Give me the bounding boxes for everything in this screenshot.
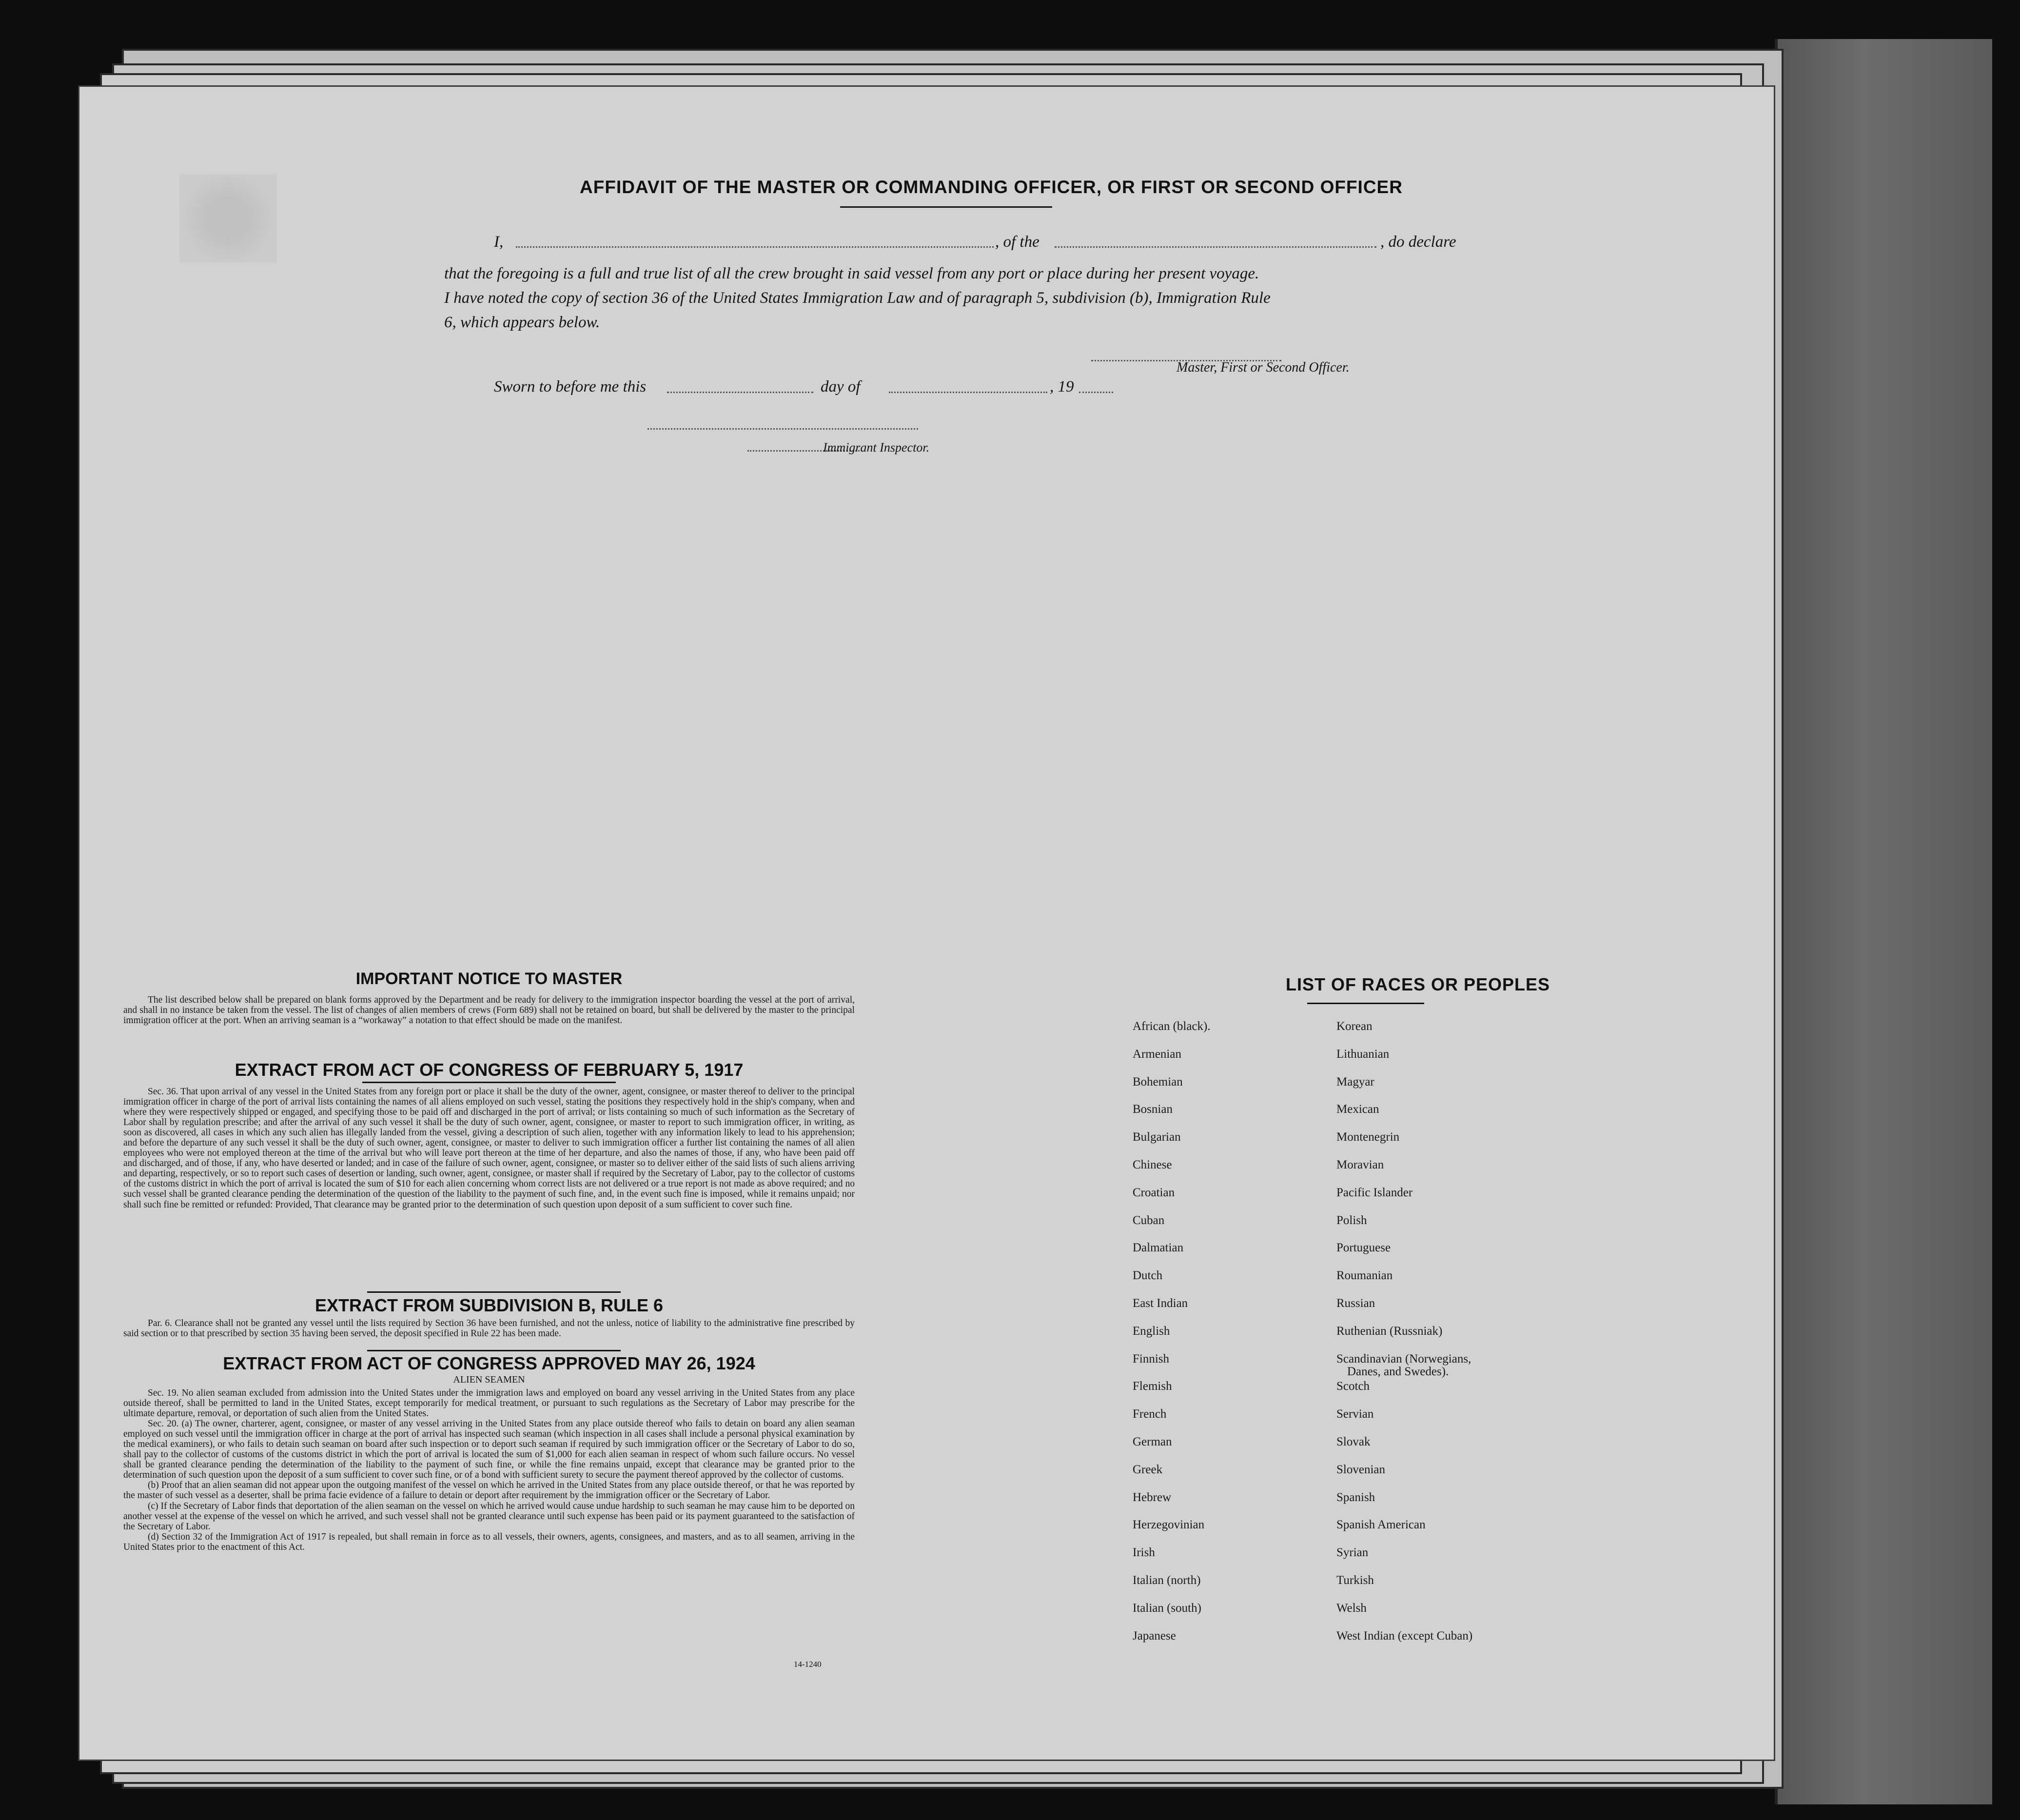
inspector-label: Immigrant Inspector. [823,440,930,455]
faded-stamp [179,175,277,262]
sec20d-text: (d) Section 32 of the Immigration Act of 1917 is repealed, but shall remain in force as to all vessels, their owners, agents, consignees, and masters, and as to all seamen, arriving in the United States prior to the enactment of this Act. [123,1531,855,1552]
sec20b-text: (b) Proof that an alien seaman did not appear upon the outgoing manifest of the vessel on which he arrived in the United States from any place outside thereof, or that he was reported by the master of such vessel as a deserter, shall be prima facie evidence of a failure to detain or deport after requirement by the immigration officer or the Secretary of Labor. [123,1480,855,1501]
race-item: Pacific Islander [1336,1186,1413,1199]
extract-1924-body [123,1388,855,1552]
race-item: Finnish [1133,1352,1170,1365]
race-item: Servian [1336,1407,1374,1421]
extract-1924-title: EXTRACT FROM ACT OF CONGRESS APPROVED MAY 26, 1924 [223,1353,755,1373]
race-item: Russian [1336,1297,1375,1310]
extract-1924-subtitle: ALIEN SEAMEN [453,1374,525,1385]
race-item: Roumanian [1336,1269,1393,1283]
race-item: Japanese [1133,1629,1176,1642]
form-number: 14-1240 [794,1660,822,1669]
declare-end: , do declare [1380,233,1456,251]
race-item: Croatian [1133,1186,1175,1199]
declaration-line4: 6, which appears below. [444,314,600,331]
race-item: French [1133,1407,1167,1421]
race-item: Scotch [1336,1380,1370,1393]
race-item: Portuguese [1336,1241,1391,1255]
race-item: German [1133,1435,1172,1448]
race-item: Scandinavian (Norwegians, [1336,1352,1471,1365]
race-item: Bulgarian [1133,1130,1181,1144]
affidavit-title: AFFIDAVIT OF THE MASTER OR COMMANDING OFFICER, OR FIRST OR SECOND OFFICER [580,177,1403,197]
declaration-line3: I have noted the copy of section 36 of the United States Immigration Law and of paragraph 5, subdivision (b), Immigration Rule [444,289,1271,307]
race-item: Greek [1133,1463,1163,1476]
sworn-prefix: Sworn to before me this [494,378,647,396]
section-36-text: Sec. 36. That upon arrival of any vessel in the United States from any foreign port or place it shall be the duty of the owner, agent, consignee, or master thereof to deliver to the principal immigration officer in charge of the port of arrival lists containing the names of all aliens employed on such vessel, stating the positions they respectively hold in the ship's company, when and where they were respectively shipped or engaged, and specifying those to be paid off and discharged in the port of arrival; or lists containing so much of such information as the Secretary of Labor shall by regulation prescribe; and after the arrival of any such vessel it shall be the duty of such owner, agent, consignee, or master to report to such immigration officer, in writing, as soon as discovered, all cases in which any such alien has illegally landed from the vessel, giving a description of such alien, together with any information likely to lead to his apprehension; and before the departure of any such vessel it shall be the duty of such owner, agent, consignee, or master to deliver to such immigration officer a further list containing the names of all alien employees who were not employed thereon at the time of the arrival but who will leave port thereon at the time of her departure, and also the names of those, if any, who have been paid off and discharged, and of those, if any, who have deserted or landed; and in case of the failure of such owner, agent, consignee, or master so to deliver either of the said lists of such aliens arriving and departing, respectively, or so to report such cases of desertion or landing, such owner, agent, consignee, or master shall if required by the Secretary of Labor, pay to the collector of customs of the customs district in which the port of arrival is located the sum of $10 for each alien concerning whom correct lists are not delivered or a true report is not made as above required; and no such vessel shall be granted clearance pending the determination of the question of the liability to the payment of such fine, and, in the event such fine is imposed, while it remains unpaid; nor shall such fine be remitted or refunded: Provided, That clearance may be granted prior to the determination of such question upon deposit of a sum sufficient to cover such fine. [123,1087,855,1210]
race-scandinavian-cont: Danes, and Swedes). [1347,1365,1449,1378]
sec20c-text: (c) If the Secretary of Labor finds that deportation of the alien seaman on the vessel on which he arrived would cause undue hardship to such seaman he may cause him to be deported on another vessel at the expense of the vessel on which he arrived, and such vessel shall not be granted clearance until such expense has been paid or its payment guaranteed to the satisfaction of the Secretary of Labor. [123,1501,855,1532]
race-item: Moravian [1336,1158,1384,1171]
race-item: Lithuanian [1336,1047,1390,1061]
race-item: Syrian [1336,1546,1369,1560]
race-item: Turkish [1336,1574,1374,1587]
declare-i: I, [494,233,504,251]
back-pages-stack [1775,39,1992,1804]
notice-body [123,995,855,1026]
rule6-underline [367,1350,621,1351]
sworn-day-of: day of [821,378,861,396]
race-item: Spanish American [1336,1518,1426,1532]
extract-1917-body [123,1087,855,1210]
rule6-overline [367,1291,621,1293]
race-item: Italian (north) [1133,1574,1201,1587]
race-item: Dutch [1133,1269,1163,1283]
race-item: Polish [1336,1213,1367,1227]
race-item: Ruthenian (Russniak) [1336,1324,1443,1338]
extract-1917-underline [362,1082,616,1083]
name-blank [516,246,994,248]
race-item: Dalmatian [1133,1241,1184,1255]
race-item: East Indian [1133,1297,1188,1310]
sworn-month-blank [889,392,1047,393]
race-item: Korean [1336,1020,1373,1033]
declare-of-the: , of the [995,233,1039,251]
sworn-year: , 19 [1050,378,1074,396]
race-item: African (black). [1133,1020,1211,1033]
form-sheet [78,85,1775,1761]
races-title: LIST OF RACES OR PEOPLES [1285,974,1550,994]
declaration-line2: that the foregoing is a full and true list of all the crew brought in said vessel from any port or place during her present voyage. [444,265,1259,282]
race-item: Magyar [1336,1075,1374,1088]
rule6-text: Par. 6. Clearance shall not be granted any vessel until the lists required by Section 36 have been furnished, and not the unless, notice of liability to the administrative fine prescribed by said section or to that prescribed by section 35 having been served, the deposit specified in Rule 22 has been made. [123,1318,855,1339]
races-underline [1307,1003,1424,1004]
race-item: Herzegovinian [1133,1518,1205,1532]
inspector-signature-line [647,428,918,430]
race-item: Montenegrin [1336,1130,1400,1144]
master-signature-label: Master, First or Second Officer. [1177,360,1350,375]
race-item: Mexican [1336,1103,1379,1116]
race-item: Bosnian [1133,1103,1173,1116]
race-item: Italian (south) [1133,1601,1201,1615]
race-item: West Indian (except Cuban) [1336,1629,1473,1642]
race-item: Chinese [1133,1158,1172,1171]
sworn-day-blank [667,392,813,393]
race-item: Armenian [1133,1047,1181,1061]
notice-text: The list described below shall be prepared on blank forms approved by the Department and be ready for delivery to the immigration inspector boarding the vessel at the port of arrival, and shall in no instance be taken from the vessel. The list of changes of alien members of crews (Form 689) shall not be retained on board, but shall be delivered by the master to the principal immigration officer at the port. When an arriving seaman is a “workaway” a notation to that effect should be made on the manifest. [123,995,855,1026]
extract-1917-title: EXTRACT FROM ACT OF CONGRESS OF FEBRUARY 5, 1917 [235,1060,744,1080]
notice-title: IMPORTANT NOTICE TO MASTER [355,969,623,988]
sworn-year-blank [1079,392,1113,393]
title-underline [840,206,1052,208]
sec20a-text: Sec. 20. (a) The owner, charterer, agent, consignee, or master of any vessel arriving in the United States from any place outside thereof who fails to detain on board any alien seaman employed on such vessel until the immigration officer in charge at the port of arrival has inspected such seaman (which inspection in all cases shall include a personal physical examination by the medical examiners), or who fails to detain such seaman on board after such inspection or to deport such seaman if required by such immigration officer or the Secretary of Labor to do so, shall pay to the collector of customs of the customs district in which the port of arrival is located the sum of $1,000 for each alien seaman in respect of whom such failure occurs. No vessel shall be granted clearance pending the determination of the liability to the payment of such fine, or while the fine remains unpaid, except that clearance may be granted prior to the determination of such question upon the deposit of a sum sufficient to cover such fine, or of a bond with sufficient surety to secure the payment thereof approved by the collector of customs. [123,1419,855,1481]
extract-rule6-body [123,1318,855,1339]
race-item: Slovak [1336,1435,1371,1448]
race-item: Irish [1133,1546,1155,1560]
race-item: Welsh [1336,1601,1367,1615]
race-item: Spanish [1336,1490,1375,1504]
race-item: Hebrew [1133,1490,1172,1504]
race-item: Slovenian [1336,1463,1385,1476]
extract-rule6-title: EXTRACT FROM SUBDIVISION B, RULE 6 [314,1295,664,1315]
sec19-text: Sec. 19. No alien seaman excluded from admission into the United States under the immigration laws and employed on board any vessel arriving in the United States from any place outside thereof, shall be permitted to land in the United States, except temporarily for medical treatment, or pursuant to such regulations as the Secretary of Labor may prescribe for the ultimate departure, removal, or deportation of such alien from the United States. [123,1388,855,1419]
race-item: Cuban [1133,1213,1165,1227]
race-item: Flemish [1133,1380,1172,1393]
vessel-blank [1055,246,1376,248]
race-item: English [1133,1324,1170,1338]
race-item: Bohemian [1133,1075,1183,1088]
